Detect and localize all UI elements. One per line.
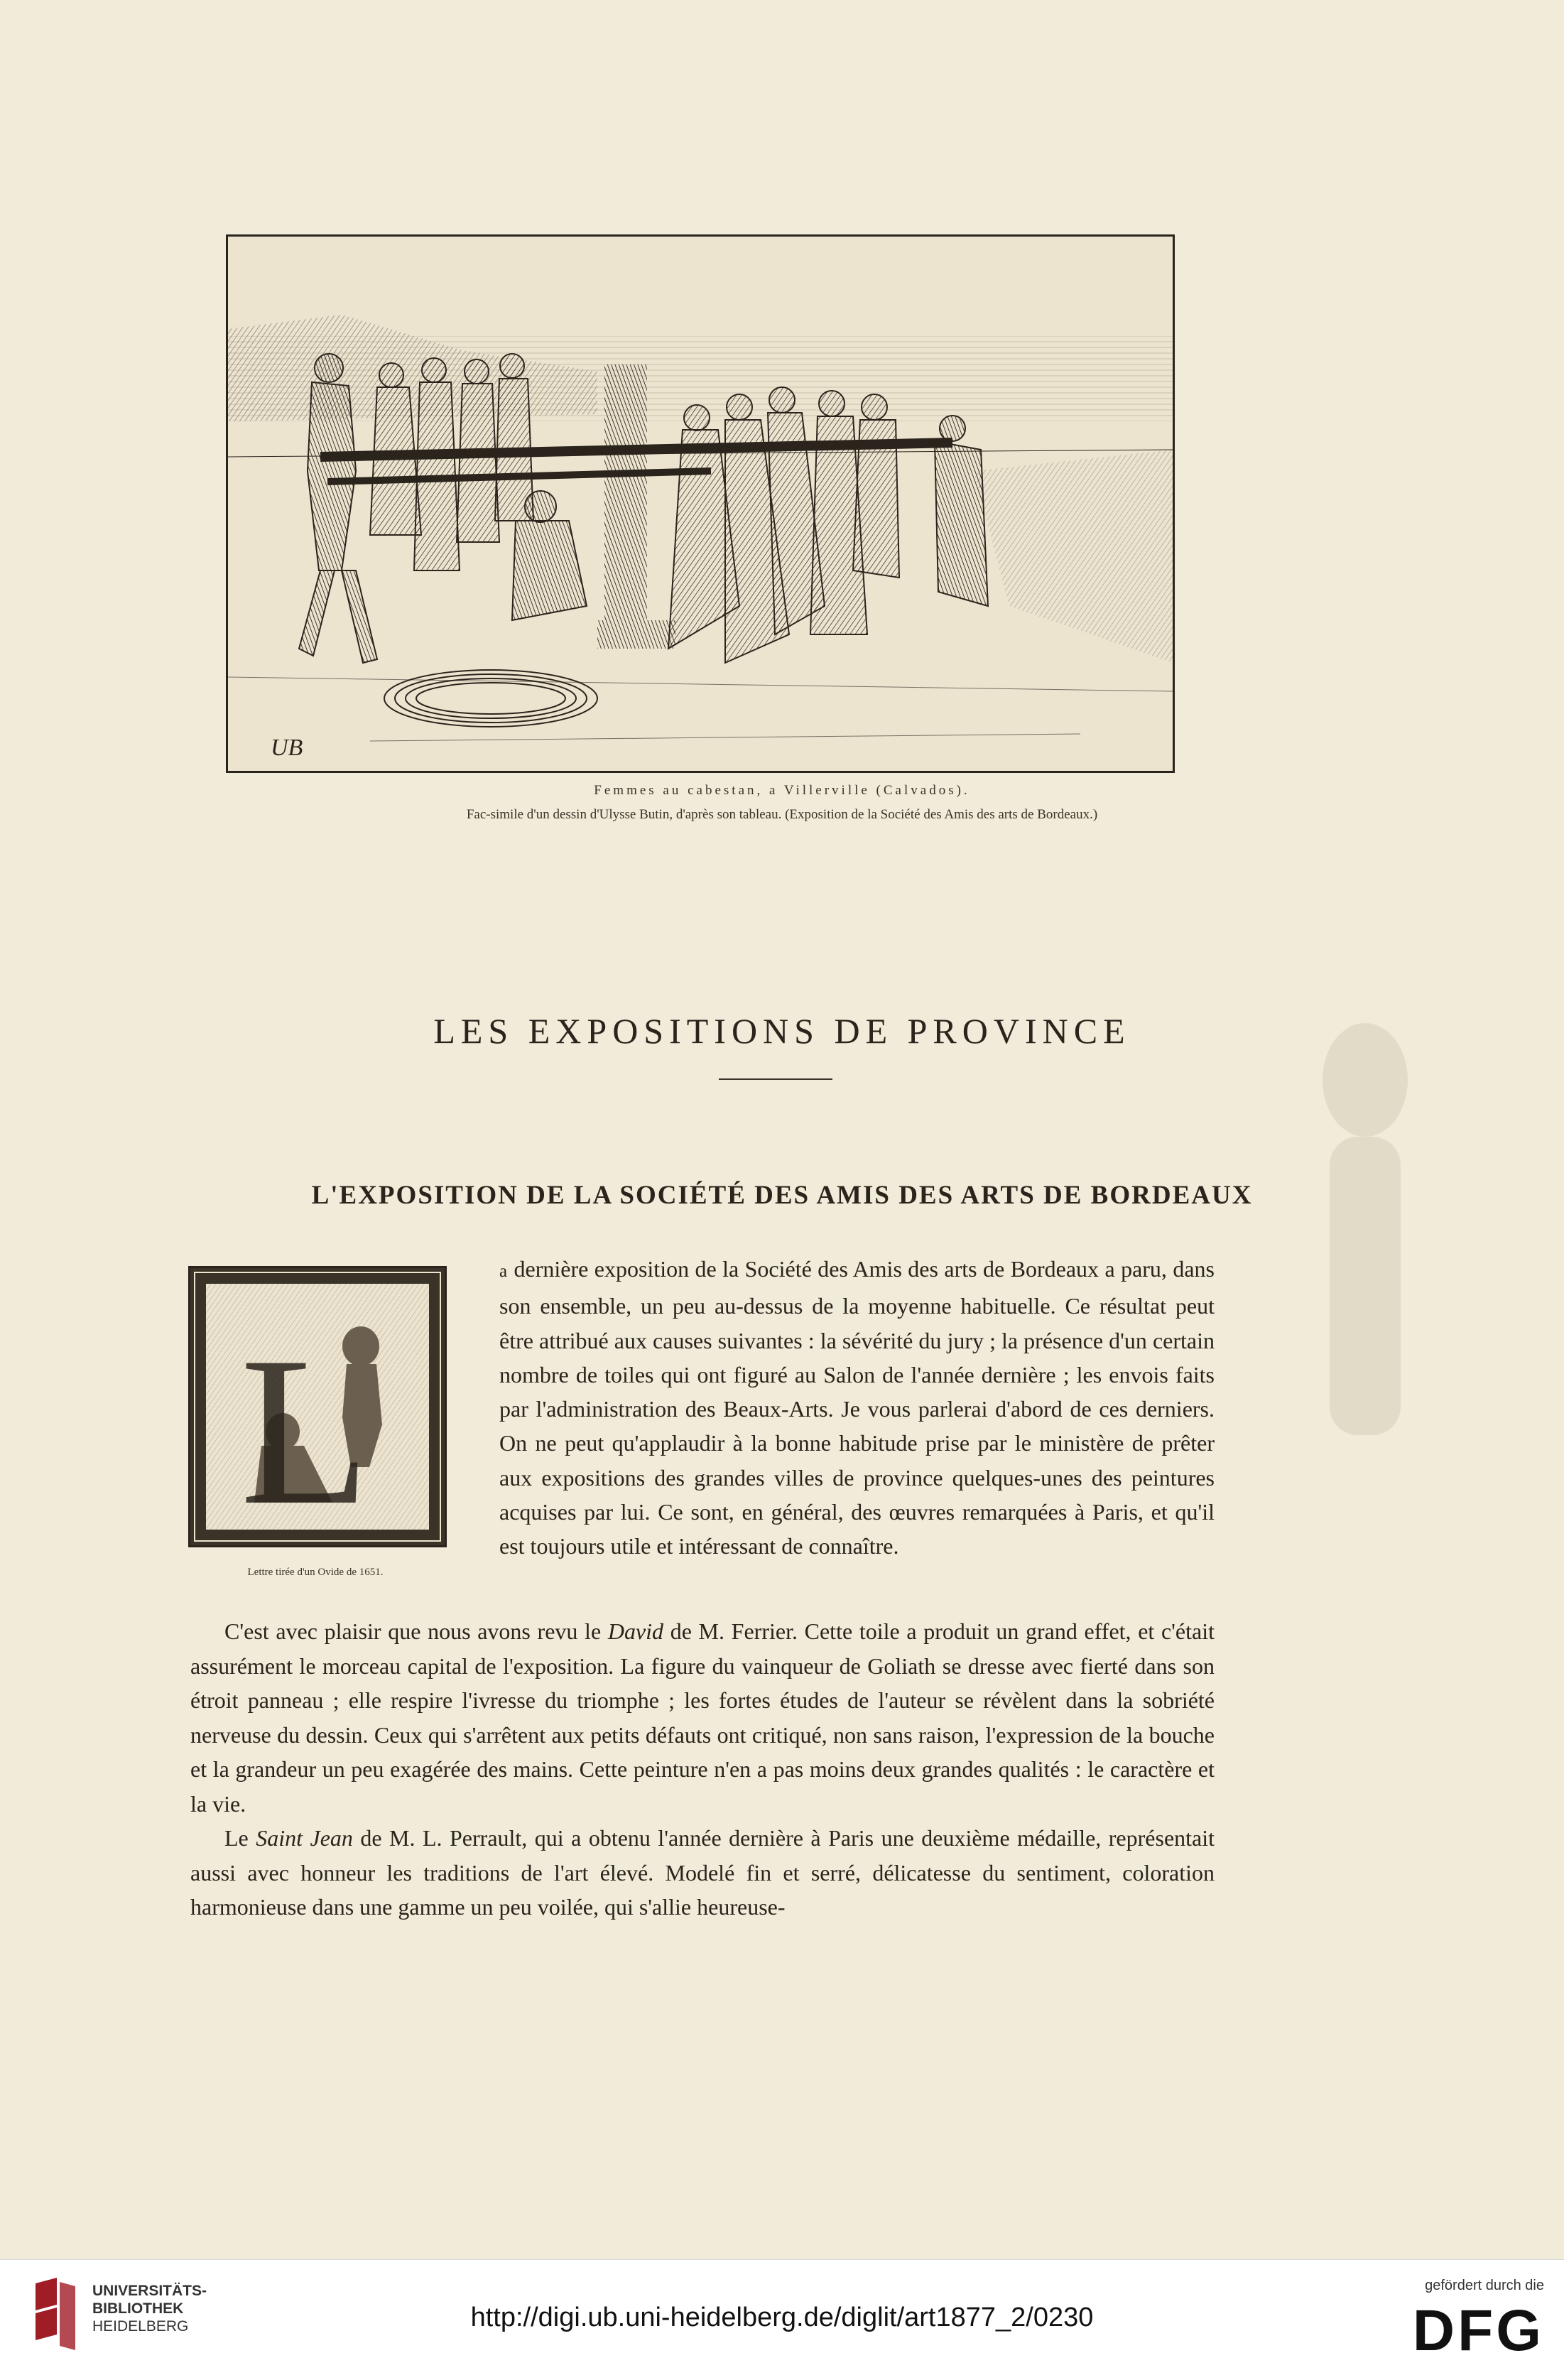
opening-paragraph-text: dernière exposition de la Société des Amis des arts de Bordeaux a paru, dans son ensemble, un peu au-dessus de la moyenne habituelle. Ce résultat peut être attribué aux causes suivantes : la sévérité du jury ; la présence d'un certain nombre de toiles qui ont figuré au Salon de l'année dernière ; les envois faits par l'administration des Beaux-Arts. Je vous parlerai d'abord de ces derniers. On ne peut qu'applaudir à la bonne habitude prise par le ministère de prêter aux expositions des grandes villes de province quelques-unes des peintures acquises par lui. Ce sont, en général, des œuvres remarquées à Paris, et qu'il est toujours utile et intéressant de connaître. [499, 1256, 1215, 1559]
artist-signature: UB [271, 735, 303, 761]
drop-cap-letter: L [240, 1313, 371, 1545]
article-title: LES EXPOSITIONS DE PROVINCE [433, 1010, 1131, 1051]
opening-small-caps: a [499, 1262, 509, 1281]
capstan-scene-drawing [228, 237, 1173, 771]
drop-cap-caption: Lettre tirée d'un Ovide de 1651. [247, 1567, 384, 1578]
article-body [190, 1614, 1215, 1925]
paragraph-text: de M. L. Perrault, qui a obtenu l'année dernière à Paris une deuxième médaille, représentait aussi avec honneur les traditions de l'art élevé. Modelé fin et serré, délicatesse du sentiment, coloration harmonieuse dans une gamme un peu voilée, qui s'allie heureuse- [190, 1825, 1215, 1920]
section-title: L'EXPOSITION DE LA SOCIÉTÉ DES AMIS DES ARTS DE BORDEAUX [311, 1180, 1253, 1210]
permalink-url[interactable]: http://digi.ub.uni-heidelberg.de/diglit/art1877_2/0230 [470, 2303, 1094, 2332]
artwork-title: David [607, 1618, 664, 1644]
paragraph-saint-jean [190, 1821, 1215, 1925]
sponsor-label: gefördert durch die [1425, 2278, 1544, 2293]
library-name-line: HEIDELBERG [92, 2318, 189, 2335]
paragraph-david [190, 1614, 1215, 1821]
illustration-title-caption: Femmes au cabestan, a Villerville (Calvados). [594, 783, 970, 798]
library-name-line: BIBLIOTHEK [92, 2300, 184, 2317]
illustration-credit-caption: Fac-simile d'un dessin d'Ulysse Butin, d'après son tableau. (Exposition de la Société des Amis des arts de Bordeaux.) [466, 807, 1098, 822]
dfg-logo: DFG [1412, 2298, 1544, 2363]
opening-paragraph [499, 1252, 1215, 1564]
ornamental-drop-cap [188, 1266, 447, 1547]
title-divider [719, 1078, 832, 1080]
paragraph-text: Le [224, 1825, 256, 1851]
artwork-title: Saint Jean [256, 1825, 353, 1851]
engraving-illustration [226, 234, 1175, 773]
bleed-through-stain [1287, 995, 1443, 1506]
library-name-line: UNIVERSITÄTS- [92, 2283, 207, 2299]
paragraph-text: C'est avec plaisir que nous avons revu le [224, 1618, 608, 1644]
paragraph-text: de M. Ferrier. Cette toile a produit un grand effet, et c'était assurément le morceau capital de l'exposition. La figure du vainqueur de Goliath se dresse avec fierté dans son étroit panneau ; elle respire l'ivresse du triomphe ; les fortes études de l'auteur se révèlent dans la sobriété nerveuse du dessin. Ceux qui s'arrêtent aux petits défauts ont critiqué, non sans raison, l'expression de la bouche et la grandeur un peu exagérée des mains. Cette peinture n'en a pas moins deux grandes qualités : le caractère et la vie. [190, 1618, 1215, 1817]
